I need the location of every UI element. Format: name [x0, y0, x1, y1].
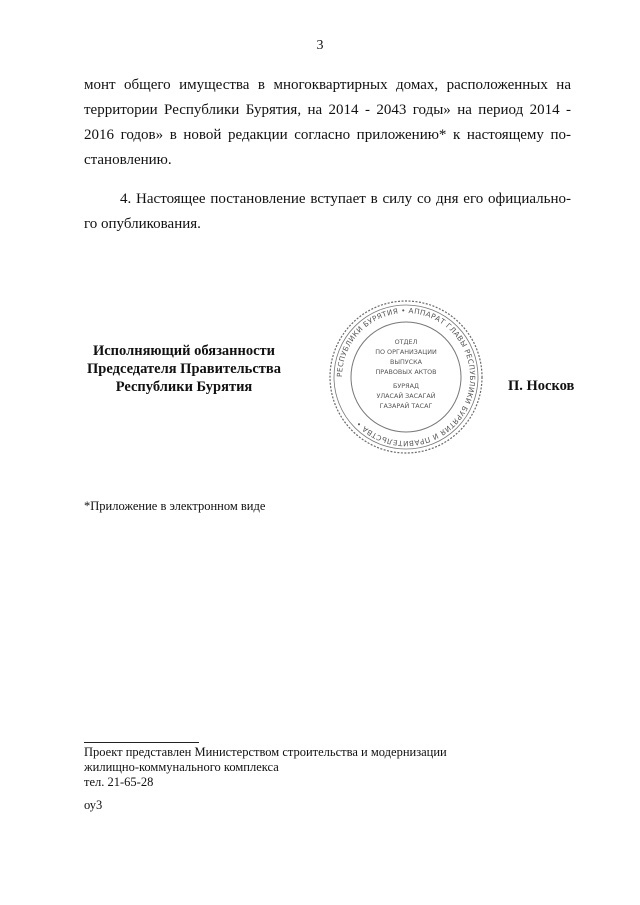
document-code: оу3 [84, 798, 103, 812]
paragraph-line: становлению. [84, 152, 172, 168]
signatory-position-line: Председателя Правительства [87, 361, 281, 377]
footer-line: жилищно-коммунального комплекса [84, 760, 279, 774]
signatory-position-line: Исполняющий обязанности [92, 343, 276, 359]
stamp-outer-text: РЕСПУБЛИКИ БУРЯТИЯ • АППАРАТ ГЛАВЫ РЕСПУБЛИКИ БУРЯТИЯ И ПРАВИТЕЛЬСТВА • [334, 305, 478, 449]
paragraph-1 [84, 73, 571, 173]
footer-line: Проект представлен Министерством строительства и модернизации [84, 745, 447, 759]
stamp-inner-line: ВЫПУСКА [389, 358, 423, 366]
stamp-inner-line: ПО ОРГАНИЗАЦИИ [375, 348, 437, 356]
appendix-note: *Приложение в электронном виде [84, 499, 266, 513]
footer-divider [84, 742, 199, 743]
svg-text:РЕСПУБЛИКИ БУРЯТИЯ • АППАРАТ Г [335, 306, 477, 448]
stamp-inner-line: ГАЗАРАЙ ТАСАГ [379, 402, 433, 410]
page-number: 3 [316, 38, 324, 53]
signatory-position-line: Республики Бурятия [115, 379, 253, 395]
signatory-name: П. Носков [508, 378, 575, 394]
footer-line: тел. 21-65-28 [84, 775, 154, 789]
footer [84, 745, 447, 813]
paragraph-line: монт общего имущества в многоквартирных домах, расположенных на [84, 77, 571, 93]
paragraph-line: 4. Настоящее постановление вступает в силу со дня его официально- [120, 191, 571, 207]
stamp-inner-line: УЛАСАЙ ЗАСАГАЙ [376, 392, 436, 400]
official-stamp [326, 297, 486, 457]
signatory-position [84, 342, 284, 396]
paragraph-2 [84, 187, 571, 237]
stamp-inner-line: ОТДЕЛ [394, 338, 418, 346]
stamp-inner-line: БУРЯАД [393, 382, 419, 390]
stamp-inner-line: ПРАВОВЫХ АКТОВ [375, 368, 437, 376]
paragraph-line: го опубликования. [84, 216, 201, 232]
paragraph-line: 2016 годов» в новой редакции согласно приложению* к настоящему по- [84, 127, 571, 143]
paragraph-line: территории Республики Бурятия, на 2014 - 2043 годы» на период 2014 - [84, 102, 571, 118]
